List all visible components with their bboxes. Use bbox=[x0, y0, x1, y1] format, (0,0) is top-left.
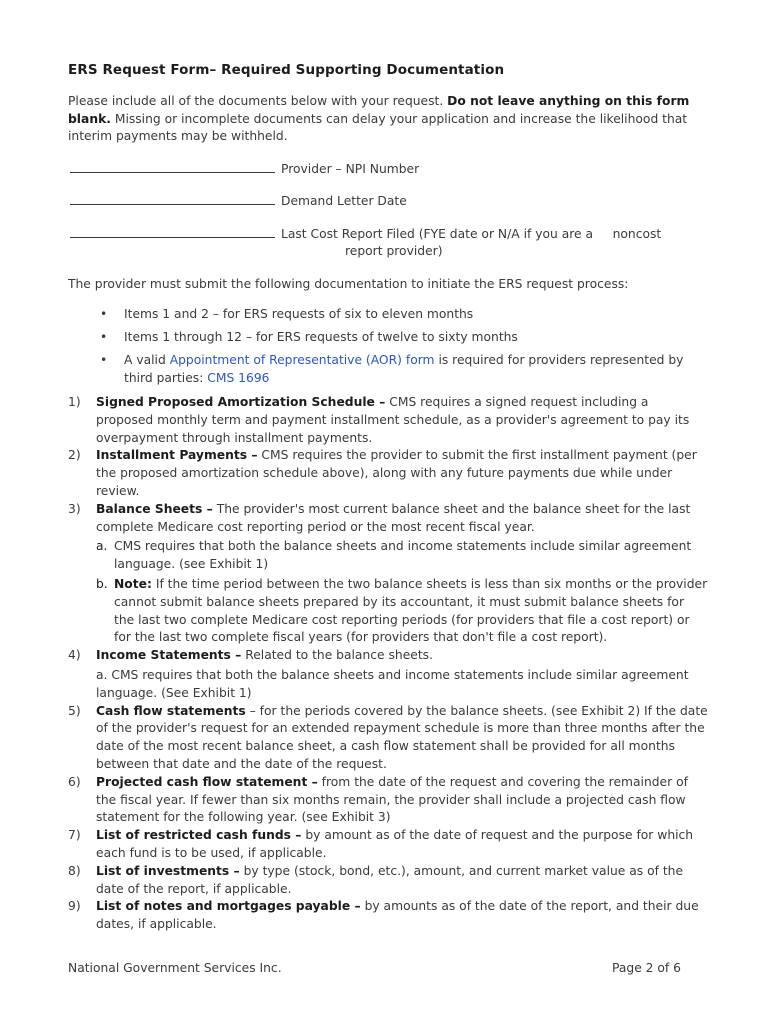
intro-bold-text: Do not leave anything on this form blank. bbox=[68, 94, 690, 126]
item-number: 5) bbox=[68, 703, 81, 718]
item-heading: Balance Sheets – bbox=[96, 501, 213, 516]
item-heading: List of restricted cash funds – bbox=[96, 828, 302, 843]
npi-field-label: Provider – NPI Number bbox=[281, 162, 420, 176]
item-heading: Income Statements – bbox=[96, 648, 242, 663]
cms-1696-link[interactable]: CMS 1696 bbox=[207, 371, 270, 385]
item-heading: Cash flow statements bbox=[96, 703, 246, 718]
list-item bbox=[68, 774, 708, 827]
demand-letter-input-line[interactable] bbox=[70, 193, 275, 205]
list-item bbox=[68, 501, 708, 647]
npi-field-row bbox=[70, 161, 419, 178]
item-number: 6) bbox=[68, 774, 81, 789]
item-number: 2) bbox=[68, 448, 81, 463]
item-text: from the date of the request and covering the remainder of the fiscal year. If fewer than six months remain, the provider shall include a projected cash flow statement for the following year. (see Exhibit 3) bbox=[96, 774, 688, 825]
aor-form-link[interactable]: Appointment of Representative (AOR) form bbox=[169, 353, 435, 367]
item-heading: Installment Payments – bbox=[96, 448, 258, 463]
npi-input-line[interactable] bbox=[70, 161, 275, 173]
intro-text-continued: Missing or incomplete documents can delay your application and increase the likelihood that interim payments may be withheld. bbox=[68, 111, 688, 143]
bullet-item bbox=[96, 351, 696, 387]
cost-report-input-line[interactable] bbox=[70, 226, 275, 238]
sub-item-letter: a. bbox=[96, 539, 108, 554]
demand-letter-field-label: Demand Letter Date bbox=[281, 194, 407, 208]
item-text: CMS requires the provider to submit the first installment payment (per the proposed amortization schedule above), along with any future payments due while under review. bbox=[96, 448, 697, 498]
sub-item-text: CMS requires that both the balance sheets and income statements include similar agreement language. (see Exhibit 1) bbox=[114, 539, 692, 572]
bullet-icon: • bbox=[100, 307, 108, 321]
bullet-icon: • bbox=[100, 353, 108, 367]
bullet-text: Items 1 and 2 – for ERS requests of six to eleven months bbox=[124, 307, 474, 321]
sub-item-text: If the time period between the two balance sheets is less than six months or the provider cannot submit balance sheets prepared by its accountant, it must submit balance sheets for the last two complete Medicare cost reporting periods (for providers that file a cost report) or for the last two complete fiscal years (for providers that don't file a cost report). bbox=[114, 576, 708, 645]
list-item bbox=[68, 394, 708, 447]
sub-item-heading: Note: bbox=[114, 576, 152, 591]
item-heading: List of investments – bbox=[96, 863, 240, 878]
item-text: by amounts as of the date of the report, and their due dates, if applicable. bbox=[96, 899, 699, 932]
footer-organization: National Government Services Inc. bbox=[68, 961, 282, 975]
list-item bbox=[68, 863, 708, 899]
page-title: ERS Request Form– Required Supporting Documentation bbox=[68, 62, 505, 78]
list-item bbox=[68, 447, 708, 500]
intro-paragraph bbox=[68, 93, 708, 146]
sub-item-text: a. CMS requires that both the balance sheets and income statements include similar agreement language. (See Exhibit 1) bbox=[96, 667, 689, 700]
requirements-lead: The provider must submit the following documentation to initiate the ERS request process: bbox=[68, 277, 629, 291]
cost-report-field-row bbox=[70, 226, 661, 260]
item-text: Related to the balance sheets. bbox=[245, 648, 433, 663]
sub-item bbox=[96, 538, 708, 574]
sub-item-letter: b. bbox=[96, 576, 108, 591]
bullet-item bbox=[96, 305, 696, 323]
item-number: 7) bbox=[68, 828, 81, 843]
item-number: 1) bbox=[68, 395, 81, 409]
item-heading: List of notes and mortgages payable – bbox=[96, 899, 361, 914]
sub-item bbox=[96, 576, 708, 647]
demand-letter-field-row bbox=[70, 193, 407, 210]
list-item bbox=[68, 827, 708, 863]
cost-report-field-label-2: report provider) bbox=[345, 244, 443, 258]
item-heading: Signed Proposed Amortization Schedule – bbox=[96, 395, 386, 409]
bullet-list bbox=[96, 305, 696, 392]
bullet-item bbox=[96, 328, 696, 346]
footer-page-number: Page 2 of 6 bbox=[612, 961, 681, 975]
item-number: 3) bbox=[68, 501, 81, 516]
item-text: – for the periods covered by the balance sheets. (see Exhibit 2) If the date of the provider's request for an extended repayment schedule is more than three months after the date of the most recent balance sheet, a cash flow statement shall be provided for all months between that date and the date of the request. bbox=[96, 703, 708, 771]
bullet-text-mid: is required for providers represented by third parties: bbox=[124, 353, 684, 385]
item-heading: Projected cash flow statement – bbox=[96, 774, 318, 789]
bullet-icon: • bbox=[100, 330, 108, 344]
item-number: 9) bbox=[68, 899, 81, 914]
item-text: by amount as of the date of request and the purpose for which each fund is to be used, if applicable. bbox=[96, 828, 694, 860]
list-item bbox=[68, 898, 708, 934]
cost-report-field-label: Last Cost Report Filed (FYE date or N/A if you are a noncost bbox=[281, 227, 662, 241]
list-item bbox=[68, 647, 708, 702]
bullet-text: Items 1 through 12 – for ERS requests of twelve to sixty months bbox=[124, 330, 518, 344]
list-item bbox=[68, 703, 708, 774]
bullet-text-pre: A valid bbox=[124, 353, 166, 367]
item-text: CMS requires a signed request including a proposed monthly term and payment installment schedule, as a provider's agreement to pay its overpayment through installment payments. bbox=[96, 395, 690, 445]
item-number: 4) bbox=[68, 648, 81, 663]
item-text: The provider's most current balance sheet and the balance sheet for the last complete Medicare cost reporting period or the most recent fiscal year. bbox=[96, 501, 691, 534]
item-text: by type (stock, bond, etc.), amount, and current market value as of the date of the report, if applicable. bbox=[96, 863, 684, 896]
item-number: 8) bbox=[68, 863, 81, 878]
intro-text: Please include all of the documents below with your request. bbox=[68, 94, 444, 108]
numbered-list bbox=[68, 394, 708, 934]
